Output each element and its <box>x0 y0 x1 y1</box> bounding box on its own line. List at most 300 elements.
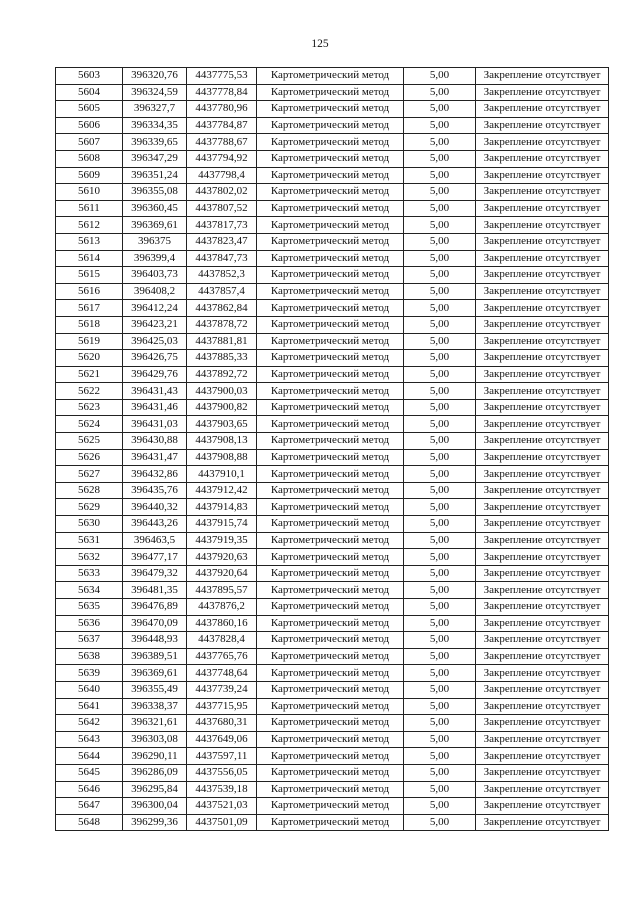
y-coordinate-cell: 4437680,31 <box>187 715 257 732</box>
error-cell: 5,00 <box>404 549 476 566</box>
table-row <box>56 499 609 516</box>
error-cell: 5,00 <box>404 200 476 217</box>
method-cell: Картометрический метод <box>257 599 404 616</box>
fixation-cell: Закрепление отсутствует <box>476 333 609 350</box>
x-coordinate-cell: 396375 <box>123 233 187 250</box>
table-row <box>56 665 609 682</box>
error-cell: 5,00 <box>404 648 476 665</box>
point-number-cell: 5617 <box>56 300 123 317</box>
method-cell: Картометрический метод <box>257 582 404 599</box>
fixation-cell: Закрепление отсутствует <box>476 798 609 815</box>
fixation-cell: Закрепление отсутствует <box>476 68 609 85</box>
y-coordinate-cell: 4437895,57 <box>187 582 257 599</box>
y-coordinate-cell: 4437798,4 <box>187 167 257 184</box>
table-row <box>56 814 609 831</box>
fixation-cell: Закрепление отсутствует <box>476 101 609 118</box>
fixation-cell: Закрепление отсутствует <box>476 84 609 101</box>
x-coordinate-cell: 396408,2 <box>123 283 187 300</box>
table-row <box>56 134 609 151</box>
fixation-cell: Закрепление отсутствует <box>476 499 609 516</box>
error-cell: 5,00 <box>404 68 476 85</box>
point-number-cell: 5648 <box>56 814 123 831</box>
fixation-cell: Закрепление отсутствует <box>476 366 609 383</box>
point-number-cell: 5610 <box>56 184 123 201</box>
y-coordinate-cell: 4437817,73 <box>187 217 257 234</box>
point-number-cell: 5611 <box>56 200 123 217</box>
error-cell: 5,00 <box>404 101 476 118</box>
method-cell: Картометрический метод <box>257 366 404 383</box>
error-cell: 5,00 <box>404 499 476 516</box>
method-cell: Картометрический метод <box>257 184 404 201</box>
method-cell: Картометрический метод <box>257 433 404 450</box>
y-coordinate-cell: 4437919,35 <box>187 532 257 549</box>
error-cell: 5,00 <box>404 283 476 300</box>
method-cell: Картометрический метод <box>257 350 404 367</box>
point-number-cell: 5606 <box>56 117 123 134</box>
x-coordinate-cell: 396327,7 <box>123 101 187 118</box>
method-cell: Картометрический метод <box>257 466 404 483</box>
fixation-cell: Закрепление отсутствует <box>476 233 609 250</box>
x-coordinate-cell: 396389,51 <box>123 648 187 665</box>
method-cell: Картометрический метод <box>257 748 404 765</box>
x-coordinate-cell: 396423,21 <box>123 316 187 333</box>
y-coordinate-cell: 4437876,2 <box>187 599 257 616</box>
table-row <box>56 781 609 798</box>
y-coordinate-cell: 4437862,84 <box>187 300 257 317</box>
x-coordinate-cell: 396425,03 <box>123 333 187 350</box>
x-coordinate-cell: 396481,35 <box>123 582 187 599</box>
point-number-cell: 5603 <box>56 68 123 85</box>
method-cell: Картометрический метод <box>257 283 404 300</box>
point-number-cell: 5644 <box>56 748 123 765</box>
fixation-cell: Закрепление отсутствует <box>476 399 609 416</box>
fixation-cell: Закрепление отсутствует <box>476 217 609 234</box>
point-number-cell: 5636 <box>56 615 123 632</box>
table-row <box>56 316 609 333</box>
x-coordinate-cell: 396463,5 <box>123 532 187 549</box>
table-row <box>56 184 609 201</box>
error-cell: 5,00 <box>404 366 476 383</box>
x-coordinate-cell: 396338,37 <box>123 698 187 715</box>
method-cell: Картометрический метод <box>257 383 404 400</box>
point-number-cell: 5605 <box>56 101 123 118</box>
point-number-cell: 5619 <box>56 333 123 350</box>
method-cell: Картометрический метод <box>257 233 404 250</box>
point-number-cell: 5627 <box>56 466 123 483</box>
x-coordinate-cell: 396431,43 <box>123 383 187 400</box>
error-cell: 5,00 <box>404 698 476 715</box>
y-coordinate-cell: 4437807,52 <box>187 200 257 217</box>
method-cell: Картометрический метод <box>257 482 404 499</box>
y-coordinate-cell: 4437748,64 <box>187 665 257 682</box>
method-cell: Картометрический метод <box>257 516 404 533</box>
x-coordinate-cell: 396355,49 <box>123 681 187 698</box>
table-row <box>56 532 609 549</box>
table-row <box>56 416 609 433</box>
point-number-cell: 5633 <box>56 565 123 582</box>
table-row <box>56 101 609 118</box>
x-coordinate-cell: 396412,24 <box>123 300 187 317</box>
point-number-cell: 5604 <box>56 84 123 101</box>
method-cell: Картометрический метод <box>257 648 404 665</box>
y-coordinate-cell: 4437784,87 <box>187 117 257 134</box>
x-coordinate-cell: 396369,61 <box>123 665 187 682</box>
method-cell: Картометрический метод <box>257 532 404 549</box>
fixation-cell: Закрепление отсутствует <box>476 466 609 483</box>
x-coordinate-cell: 396448,93 <box>123 632 187 649</box>
fixation-cell: Закрепление отсутствует <box>476 350 609 367</box>
table-row <box>56 366 609 383</box>
fixation-cell: Закрепление отсутствует <box>476 184 609 201</box>
table-row <box>56 399 609 416</box>
error-cell: 5,00 <box>404 416 476 433</box>
x-coordinate-cell: 396431,46 <box>123 399 187 416</box>
table-row <box>56 549 609 566</box>
error-cell: 5,00 <box>404 615 476 632</box>
method-cell: Картометрический метод <box>257 632 404 649</box>
method-cell: Картометрический метод <box>257 101 404 118</box>
y-coordinate-cell: 4437910,1 <box>187 466 257 483</box>
x-coordinate-cell: 396476,89 <box>123 599 187 616</box>
fixation-cell: Закрепление отсутствует <box>476 565 609 582</box>
error-cell: 5,00 <box>404 681 476 698</box>
point-number-cell: 5642 <box>56 715 123 732</box>
x-coordinate-cell: 396430,88 <box>123 433 187 450</box>
page-number: 125 <box>311 38 329 50</box>
error-cell: 5,00 <box>404 482 476 499</box>
point-number-cell: 5637 <box>56 632 123 649</box>
table-row <box>56 715 609 732</box>
error-cell: 5,00 <box>404 250 476 267</box>
fixation-cell: Закрепление отсутствует <box>476 167 609 184</box>
y-coordinate-cell: 4437501,09 <box>187 814 257 831</box>
y-coordinate-cell: 4437908,88 <box>187 449 257 466</box>
table-row <box>56 300 609 317</box>
error-cell: 5,00 <box>404 267 476 284</box>
fixation-cell: Закрепление отсутствует <box>476 283 609 300</box>
table-row <box>56 764 609 781</box>
error-cell: 5,00 <box>404 333 476 350</box>
table-row <box>56 217 609 234</box>
x-coordinate-cell: 396320,76 <box>123 68 187 85</box>
error-cell: 5,00 <box>404 565 476 582</box>
y-coordinate-cell: 4437739,24 <box>187 681 257 698</box>
y-coordinate-cell: 4437903,65 <box>187 416 257 433</box>
fixation-cell: Закрепление отсутствует <box>476 117 609 134</box>
x-coordinate-cell: 396355,08 <box>123 184 187 201</box>
error-cell: 5,00 <box>404 316 476 333</box>
error-cell: 5,00 <box>404 167 476 184</box>
y-coordinate-cell: 4437597,11 <box>187 748 257 765</box>
fixation-cell: Закрепление отсутствует <box>476 516 609 533</box>
method-cell: Картометрический метод <box>257 681 404 698</box>
y-coordinate-cell: 4437852,3 <box>187 267 257 284</box>
x-coordinate-cell: 396303,08 <box>123 731 187 748</box>
method-cell: Картометрический метод <box>257 250 404 267</box>
point-number-cell: 5639 <box>56 665 123 682</box>
error-cell: 5,00 <box>404 582 476 599</box>
error-cell: 5,00 <box>404 665 476 682</box>
fixation-cell: Закрепление отсутствует <box>476 449 609 466</box>
method-cell: Картометрический метод <box>257 200 404 217</box>
fixation-cell: Закрепление отсутствует <box>476 715 609 732</box>
y-coordinate-cell: 4437715,95 <box>187 698 257 715</box>
table-row <box>56 433 609 450</box>
x-coordinate-cell: 396339,65 <box>123 134 187 151</box>
table-row <box>56 283 609 300</box>
error-cell: 5,00 <box>404 632 476 649</box>
y-coordinate-cell: 4437778,84 <box>187 84 257 101</box>
point-number-cell: 5621 <box>56 366 123 383</box>
table-row <box>56 648 609 665</box>
y-coordinate-cell: 4437828,4 <box>187 632 257 649</box>
table-row <box>56 748 609 765</box>
y-coordinate-cell: 4437794,92 <box>187 150 257 167</box>
point-number-cell: 5620 <box>56 350 123 367</box>
x-coordinate-cell: 396431,03 <box>123 416 187 433</box>
table-row <box>56 84 609 101</box>
point-number-cell: 5632 <box>56 549 123 566</box>
error-cell: 5,00 <box>404 84 476 101</box>
y-coordinate-cell: 4437860,16 <box>187 615 257 632</box>
method-cell: Картометрический метод <box>257 731 404 748</box>
table-row <box>56 632 609 649</box>
fixation-cell: Закрепление отсутствует <box>476 300 609 317</box>
error-cell: 5,00 <box>404 217 476 234</box>
method-cell: Картометрический метод <box>257 764 404 781</box>
method-cell: Картометрический метод <box>257 798 404 815</box>
method-cell: Картометрический метод <box>257 134 404 151</box>
table-row <box>56 798 609 815</box>
fixation-cell: Закрепление отсутствует <box>476 781 609 798</box>
method-cell: Картометрический метод <box>257 416 404 433</box>
x-coordinate-cell: 396324,59 <box>123 84 187 101</box>
x-coordinate-cell: 396321,61 <box>123 715 187 732</box>
table-row <box>56 250 609 267</box>
y-coordinate-cell: 4437885,33 <box>187 350 257 367</box>
fixation-cell: Закрепление отсутствует <box>476 316 609 333</box>
error-cell: 5,00 <box>404 117 476 134</box>
y-coordinate-cell: 4437765,76 <box>187 648 257 665</box>
point-number-cell: 5626 <box>56 449 123 466</box>
method-cell: Картометрический метод <box>257 615 404 632</box>
method-cell: Картометрический метод <box>257 565 404 582</box>
error-cell: 5,00 <box>404 798 476 815</box>
table-row <box>56 200 609 217</box>
y-coordinate-cell: 4437847,73 <box>187 250 257 267</box>
y-coordinate-cell: 4437539,18 <box>187 781 257 798</box>
x-coordinate-cell: 396479,32 <box>123 565 187 582</box>
x-coordinate-cell: 396347,29 <box>123 150 187 167</box>
error-cell: 5,00 <box>404 781 476 798</box>
method-cell: Картометрический метод <box>257 316 404 333</box>
table-row <box>56 267 609 284</box>
fixation-cell: Закрепление отсутствует <box>476 532 609 549</box>
x-coordinate-cell: 396426,75 <box>123 350 187 367</box>
method-cell: Картометрический метод <box>257 167 404 184</box>
y-coordinate-cell: 4437912,42 <box>187 482 257 499</box>
table-row <box>56 68 609 85</box>
y-coordinate-cell: 4437920,64 <box>187 565 257 582</box>
point-number-cell: 5641 <box>56 698 123 715</box>
y-coordinate-cell: 4437900,82 <box>187 399 257 416</box>
table-row <box>56 482 609 499</box>
error-cell: 5,00 <box>404 383 476 400</box>
method-cell: Картометрический метод <box>257 300 404 317</box>
method-cell: Картометрический метод <box>257 781 404 798</box>
x-coordinate-cell: 396360,45 <box>123 200 187 217</box>
y-coordinate-cell: 4437857,4 <box>187 283 257 300</box>
point-number-cell: 5624 <box>56 416 123 433</box>
point-number-cell: 5616 <box>56 283 123 300</box>
y-coordinate-cell: 4437878,72 <box>187 316 257 333</box>
y-coordinate-cell: 4437914,83 <box>187 499 257 516</box>
table-row <box>56 466 609 483</box>
fixation-cell: Закрепление отсутствует <box>476 200 609 217</box>
x-coordinate-cell: 396403,73 <box>123 267 187 284</box>
point-number-cell: 5645 <box>56 764 123 781</box>
error-cell: 5,00 <box>404 764 476 781</box>
error-cell: 5,00 <box>404 134 476 151</box>
error-cell: 5,00 <box>404 532 476 549</box>
error-cell: 5,00 <box>404 399 476 416</box>
y-coordinate-cell: 4437802,02 <box>187 184 257 201</box>
table-row <box>56 731 609 748</box>
point-number-cell: 5614 <box>56 250 123 267</box>
point-number-cell: 5622 <box>56 383 123 400</box>
point-number-cell: 5612 <box>56 217 123 234</box>
error-cell: 5,00 <box>404 599 476 616</box>
x-coordinate-cell: 396431,47 <box>123 449 187 466</box>
error-cell: 5,00 <box>404 433 476 450</box>
fixation-cell: Закрепление отсутствует <box>476 134 609 151</box>
y-coordinate-cell: 4437521,03 <box>187 798 257 815</box>
method-cell: Картометрический метод <box>257 217 404 234</box>
error-cell: 5,00 <box>404 150 476 167</box>
method-cell: Картометрический метод <box>257 333 404 350</box>
fixation-cell: Закрепление отсутствует <box>476 482 609 499</box>
method-cell: Картометрический метод <box>257 499 404 516</box>
x-coordinate-cell: 396470,09 <box>123 615 187 632</box>
method-cell: Картометрический метод <box>257 449 404 466</box>
method-cell: Картометрический метод <box>257 549 404 566</box>
method-cell: Картометрический метод <box>257 814 404 831</box>
y-coordinate-cell: 4437775,53 <box>187 68 257 85</box>
table-row <box>56 565 609 582</box>
table-row <box>56 350 609 367</box>
fixation-cell: Закрепление отсутствует <box>476 632 609 649</box>
fixation-cell: Закрепление отсутствует <box>476 150 609 167</box>
fixation-cell: Закрепление отсутствует <box>476 416 609 433</box>
table-body <box>56 68 609 831</box>
fixation-cell: Закрепление отсутствует <box>476 250 609 267</box>
method-cell: Картометрический метод <box>257 698 404 715</box>
y-coordinate-cell: 4437823,47 <box>187 233 257 250</box>
point-number-cell: 5631 <box>56 532 123 549</box>
fixation-cell: Закрепление отсутствует <box>476 731 609 748</box>
fixation-cell: Закрепление отсутствует <box>476 582 609 599</box>
table-row <box>56 698 609 715</box>
error-cell: 5,00 <box>404 300 476 317</box>
method-cell: Картометрический метод <box>257 68 404 85</box>
fixation-cell: Закрепление отсутствует <box>476 698 609 715</box>
point-number-cell: 5635 <box>56 599 123 616</box>
table-row <box>56 383 609 400</box>
x-coordinate-cell: 396429,76 <box>123 366 187 383</box>
point-number-cell: 5638 <box>56 648 123 665</box>
fixation-cell: Закрепление отсутствует <box>476 648 609 665</box>
point-number-cell: 5618 <box>56 316 123 333</box>
method-cell: Картометрический метод <box>257 715 404 732</box>
fixation-cell: Закрепление отсутствует <box>476 383 609 400</box>
point-number-cell: 5646 <box>56 781 123 798</box>
table-row <box>56 117 609 134</box>
x-coordinate-cell: 396295,84 <box>123 781 187 798</box>
fixation-cell: Закрепление отсутствует <box>476 764 609 781</box>
point-number-cell: 5625 <box>56 433 123 450</box>
table-row <box>56 599 609 616</box>
point-number-cell: 5608 <box>56 150 123 167</box>
error-cell: 5,00 <box>404 466 476 483</box>
table-row <box>56 615 609 632</box>
point-number-cell: 5613 <box>56 233 123 250</box>
y-coordinate-cell: 4437780,96 <box>187 101 257 118</box>
point-number-cell: 5623 <box>56 399 123 416</box>
point-number-cell: 5628 <box>56 482 123 499</box>
x-coordinate-cell: 396443,26 <box>123 516 187 533</box>
y-coordinate-cell: 4437900,03 <box>187 383 257 400</box>
table-row <box>56 233 609 250</box>
point-number-cell: 5630 <box>56 516 123 533</box>
error-cell: 5,00 <box>404 184 476 201</box>
y-coordinate-cell: 4437915,74 <box>187 516 257 533</box>
table-row <box>56 333 609 350</box>
point-number-cell: 5609 <box>56 167 123 184</box>
fixation-cell: Закрепление отсутствует <box>476 267 609 284</box>
method-cell: Картометрический метод <box>257 267 404 284</box>
point-number-cell: 5634 <box>56 582 123 599</box>
fixation-cell: Закрепление отсутствует <box>476 615 609 632</box>
x-coordinate-cell: 396432,86 <box>123 466 187 483</box>
table-row <box>56 449 609 466</box>
fixation-cell: Закрепление отсутствует <box>476 814 609 831</box>
point-number-cell: 5640 <box>56 681 123 698</box>
y-coordinate-cell: 4437788,67 <box>187 134 257 151</box>
y-coordinate-cell: 4437881,81 <box>187 333 257 350</box>
fixation-cell: Закрепление отсутствует <box>476 665 609 682</box>
error-cell: 5,00 <box>404 814 476 831</box>
x-coordinate-cell: 396369,61 <box>123 217 187 234</box>
y-coordinate-cell: 4437892,72 <box>187 366 257 383</box>
method-cell: Картометрический метод <box>257 117 404 134</box>
method-cell: Картометрический метод <box>257 399 404 416</box>
point-number-cell: 5615 <box>56 267 123 284</box>
x-coordinate-cell: 396286,09 <box>123 764 187 781</box>
method-cell: Картометрический метод <box>257 665 404 682</box>
x-coordinate-cell: 396300,04 <box>123 798 187 815</box>
point-number-cell: 5629 <box>56 499 123 516</box>
y-coordinate-cell: 4437556,05 <box>187 764 257 781</box>
x-coordinate-cell: 396477,17 <box>123 549 187 566</box>
x-coordinate-cell: 396334,35 <box>123 117 187 134</box>
error-cell: 5,00 <box>404 715 476 732</box>
point-number-cell: 5607 <box>56 134 123 151</box>
table-row <box>56 150 609 167</box>
y-coordinate-cell: 4437908,13 <box>187 433 257 450</box>
fixation-cell: Закрепление отсутствует <box>476 681 609 698</box>
coordinates-table <box>55 67 609 831</box>
error-cell: 5,00 <box>404 350 476 367</box>
